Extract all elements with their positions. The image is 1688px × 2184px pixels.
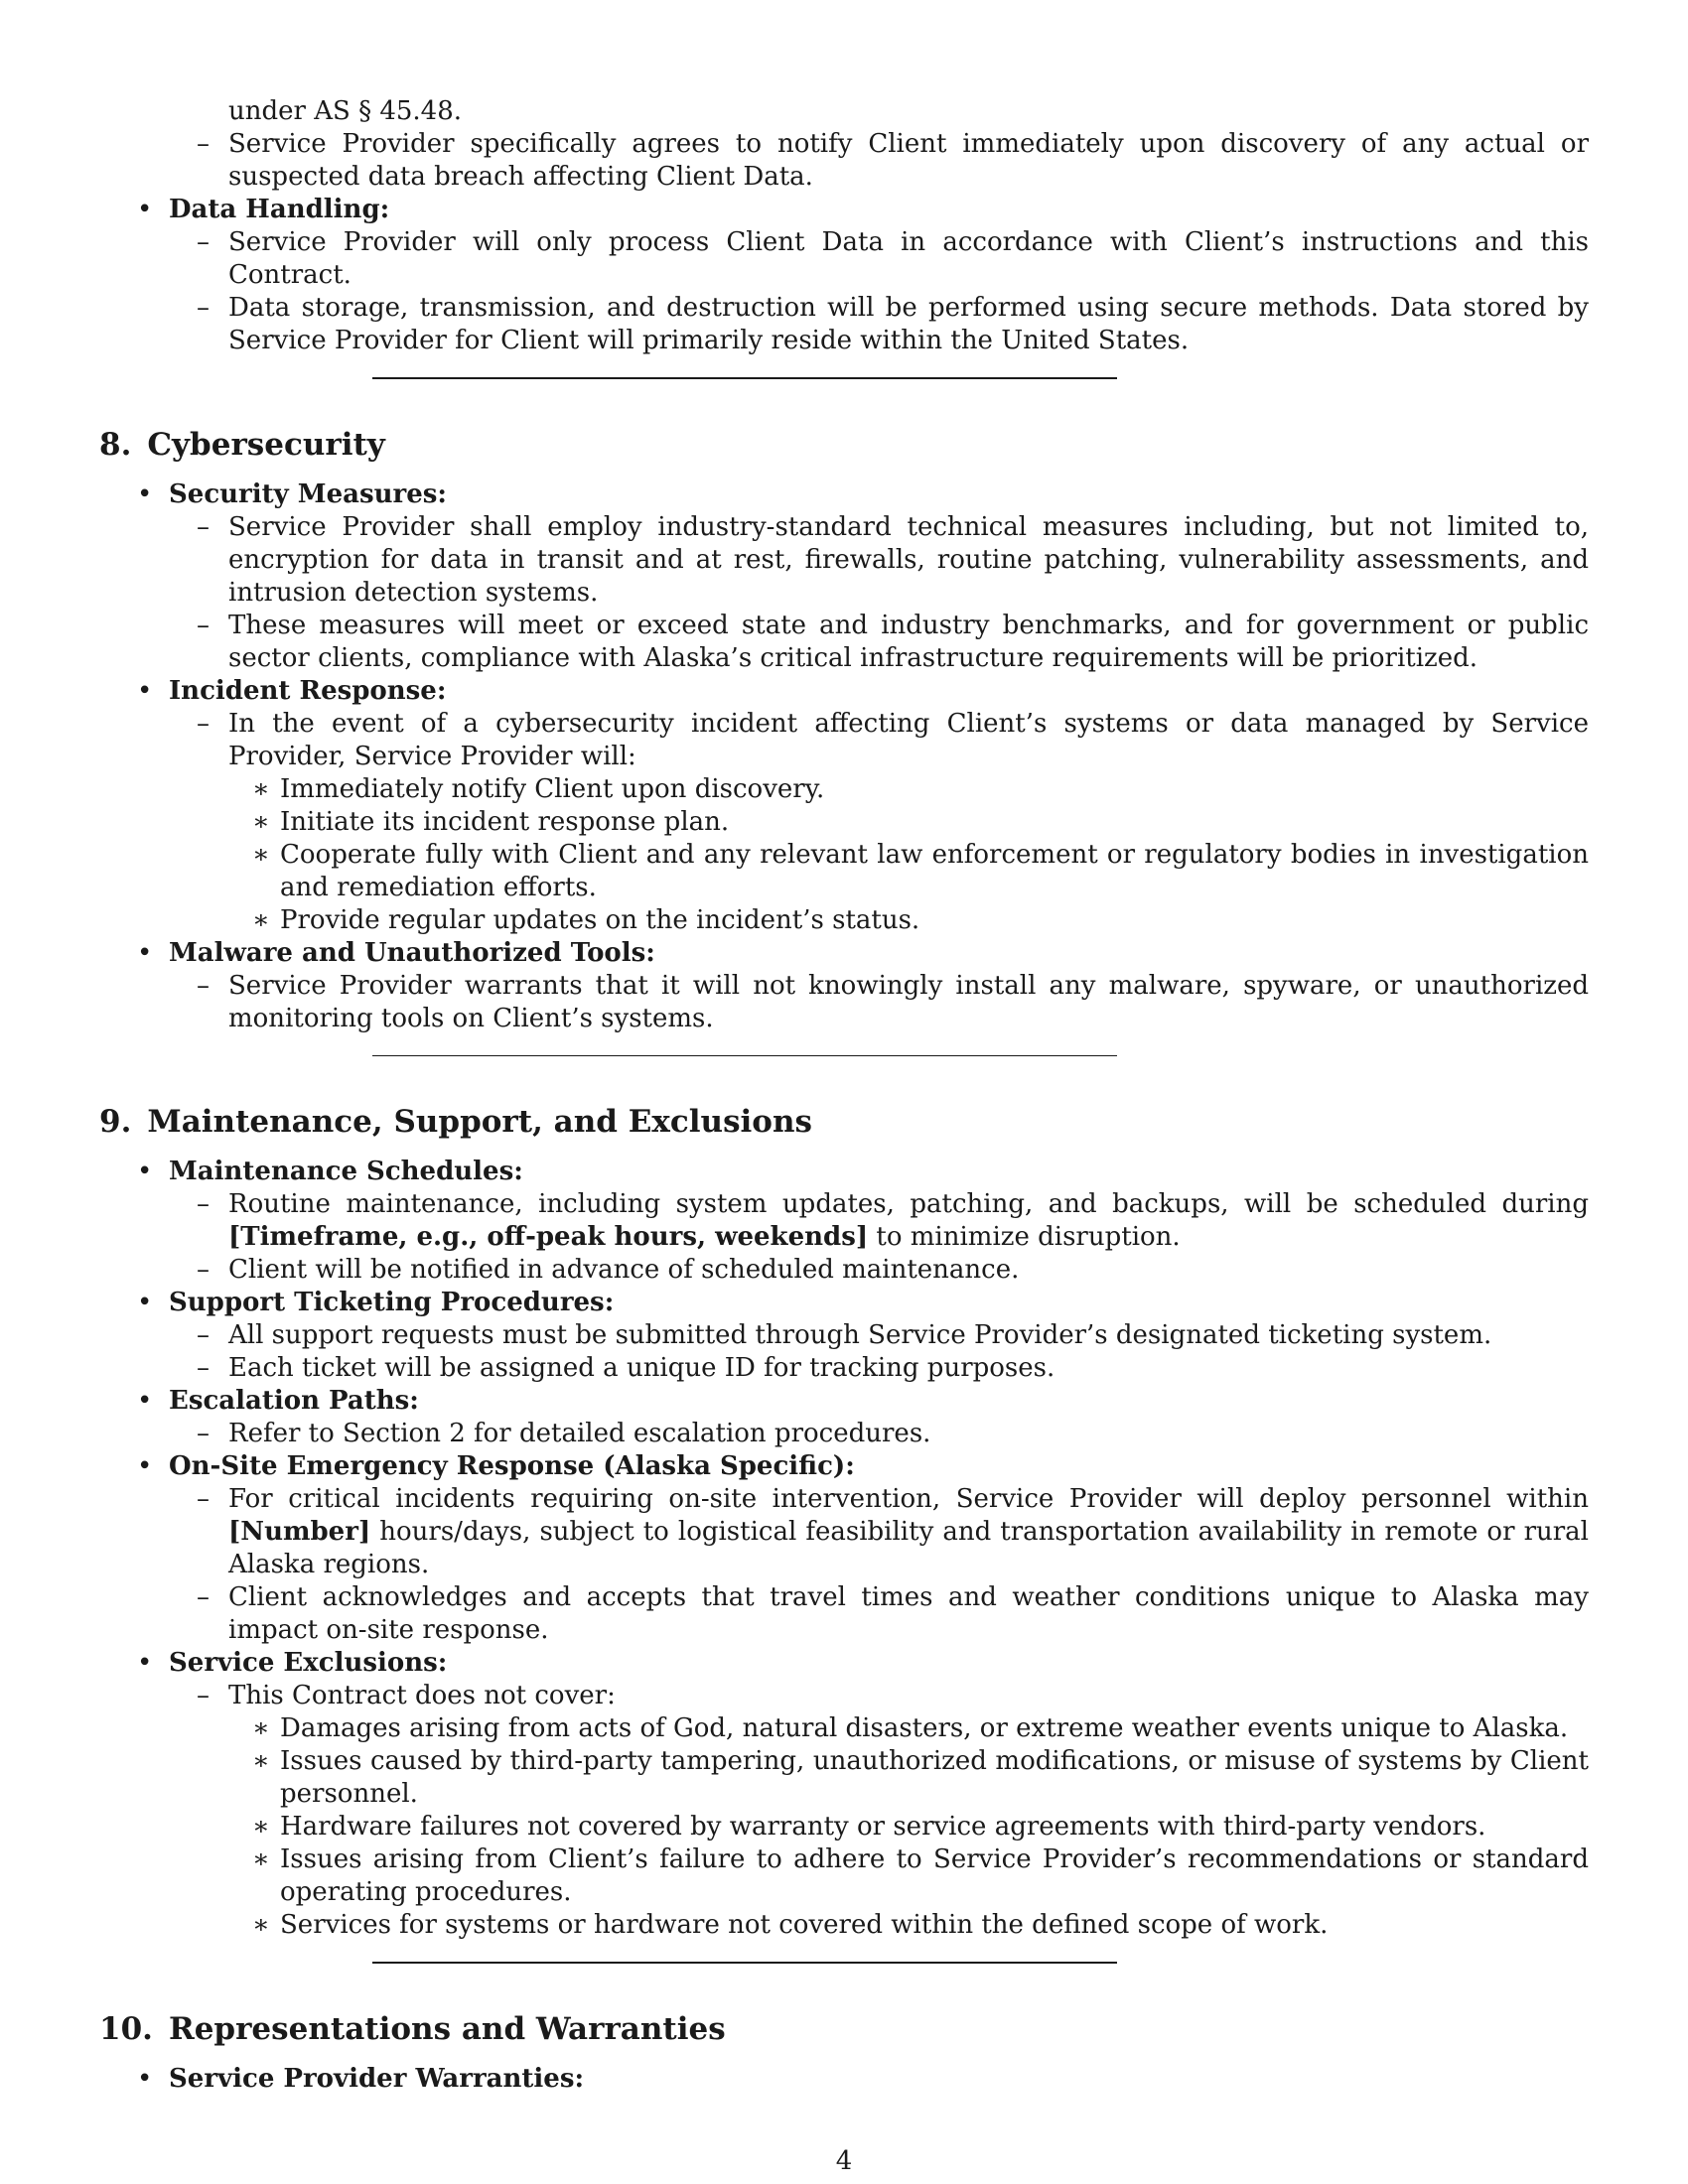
list-item xyxy=(99,1647,1589,1942)
list-item: ∗ Initiate its incident response plan. xyxy=(228,806,1589,839)
list-item xyxy=(99,194,1589,357)
list-item: – These measures will meet or exceed state and industry benchmarks, and for government or public sector clients, compliance with Alaska’s critical infrastructure requirements will be prioritized. xyxy=(169,610,1589,675)
list-item xyxy=(99,937,1589,1035)
maintenance-label: Maintenance Schedules: xyxy=(169,1157,523,1186)
escalation-label: Escalation Paths: xyxy=(169,1386,419,1416)
list-item: – All support requests must be submitted through Service Provider’s designated ticketing system. xyxy=(169,1319,1589,1352)
section-number: 8. xyxy=(99,427,132,463)
list-item xyxy=(99,478,1589,675)
list-item: ∗ Damages arising from acts of God, natural disasters, or extreme weather events unique to Alaska. xyxy=(228,1712,1589,1745)
onsite-text-end: hours/days, subject to logistical feasibility and transportation availability in remote or rural Alaska regions. xyxy=(228,1517,1589,1579)
list-item xyxy=(169,1188,1589,1254)
section-9-heading xyxy=(99,1102,1589,1142)
continuation-text: under AS § 45.48. xyxy=(228,96,463,126)
incident-response-items xyxy=(169,708,1589,937)
list-item xyxy=(99,1450,1589,1647)
malware-items xyxy=(169,970,1589,1035)
incident-response-label: Incident Response: xyxy=(169,676,447,706)
escalation-items xyxy=(169,1418,1589,1450)
list-item: – Client will be notified in advance of scheduled maintenance. xyxy=(169,1254,1589,1287)
list-item xyxy=(99,1385,1589,1450)
list-item: ∗ Issues caused by third-party tampering, unauthorized modifications, or misuse of systems by Client personnel. xyxy=(228,1745,1589,1811)
onsite-items xyxy=(169,1483,1589,1647)
exclusions-sublist xyxy=(228,1712,1589,1942)
list-item: – Service Provider warrants that it will not knowingly install any malware, spyware, or unauthorized monitoring tools on Client’s systems. xyxy=(169,970,1589,1035)
maintenance-items xyxy=(169,1188,1589,1287)
list-item xyxy=(169,1483,1589,1581)
onsite-text: For critical incidents requiring on-site intervention, Service Provider will deploy personnel within xyxy=(228,1484,1589,1514)
incident-steps xyxy=(228,773,1589,937)
list-item: – Each ticket will be assigned a unique ID for tracking purposes. xyxy=(169,1352,1589,1385)
security-measures-items xyxy=(169,511,1589,675)
list-item: – Refer to Section 2 for detailed escalation procedures. xyxy=(169,1418,1589,1450)
section-8-list xyxy=(99,478,1589,1035)
malware-label: Malware and Unauthorized Tools: xyxy=(169,938,655,968)
exclusions-label: Service Exclusions: xyxy=(169,1648,448,1678)
section-8-heading xyxy=(99,425,1589,465)
list-item: – Service Provider shall employ industry-standard technical measures including, but not limited to, encryption for data in transit and at rest, firewalls, routine patching, vulnerability assessments, and intrusion detection systems. xyxy=(169,511,1589,610)
onsite-label: On-Site Emergency Response (Alaska Specific): xyxy=(169,1451,855,1481)
section-title: Representations and Warranties xyxy=(168,2011,726,2047)
section-divider xyxy=(372,1055,1117,1056)
security-measures-label: Security Measures: xyxy=(169,479,447,509)
exclusions-intro: – This Contract does not cover: xyxy=(228,1681,616,1710)
page-number: 4 xyxy=(835,2146,853,2176)
list-item: – Data storage, transmission, and destruction will be performed using secure methods. Data stored by Service Provider for Client will primarily reside within the United States. xyxy=(169,292,1589,357)
ticketing-items xyxy=(169,1319,1589,1385)
section-number: 9. xyxy=(99,1104,132,1140)
list-item: ∗ Immediately notify Client upon discovery. xyxy=(228,773,1589,806)
section-divider xyxy=(372,1962,1117,1964)
section-divider xyxy=(372,377,1117,379)
list-item xyxy=(169,708,1589,937)
section-10-heading xyxy=(99,2009,1589,2049)
section-10-list xyxy=(99,2063,1589,2096)
page-content xyxy=(99,95,1589,2096)
section-9-list xyxy=(99,1156,1589,1942)
section-number: 10. xyxy=(99,2011,153,2047)
list-item: – Service Provider specifically agrees to notify Client immediately upon discovery of any actual or suspected data breach affecting Client Data. xyxy=(99,128,1589,194)
maintenance-text-end: to minimize disruption. xyxy=(868,1222,1181,1252)
exclusions-items xyxy=(169,1680,1589,1942)
list-item xyxy=(99,675,1589,937)
list-item xyxy=(169,1680,1589,1942)
list-item: – Client acknowledges and accepts that travel times and weather conditions unique to Alaska may impact on-site response. xyxy=(169,1581,1589,1647)
section-title: Maintenance, Support, and Exclusions xyxy=(147,1104,812,1140)
breach-list xyxy=(99,128,1589,194)
list-item: ∗ Hardware failures not covered by warranty or service agreements with third-party vendors. xyxy=(228,1811,1589,1843)
list-item: ∗ Issues arising from Client’s failure to adhere to Service Provider’s recommendations or standard operating procedures. xyxy=(228,1843,1589,1909)
maintenance-text: Routine maintenance, including system updates, patching, and backups, will be scheduled during xyxy=(228,1189,1589,1219)
list-item: – Service Provider will only process Client Data in accordance with Client’s instructions and this Contract. xyxy=(169,226,1589,292)
timeframe-placeholder: [Timeframe, e.g., off-peak hours, weekends] xyxy=(228,1222,869,1252)
section-title: Cybersecurity xyxy=(147,427,385,463)
warranties-label: Service Provider Warranties: xyxy=(169,2064,585,2094)
incident-response-intro: – In the event of a cybersecurity incident affecting Client’s systems or data managed by Service Provider, Service Provider will: xyxy=(228,709,1589,771)
data-handling-items xyxy=(169,226,1589,357)
list-item: ∗ Provide regular updates on the incident’s status. xyxy=(228,904,1589,937)
list-item xyxy=(99,1287,1589,1385)
list-item: ∗ Services for systems or hardware not covered within the defined scope of work. xyxy=(228,1909,1589,1942)
list-item xyxy=(99,1156,1589,1287)
data-handling-list xyxy=(99,194,1589,357)
ticketing-label: Support Ticketing Procedures: xyxy=(169,1288,615,1317)
data-handling-label: Data Handling: xyxy=(169,195,390,224)
number-placeholder: [Number] xyxy=(228,1517,371,1547)
list-item xyxy=(99,2063,1589,2096)
list-item: ∗ Cooperate fully with Client and any relevant law enforcement or regulatory bodies in investigation and remediation efforts. xyxy=(228,839,1589,904)
